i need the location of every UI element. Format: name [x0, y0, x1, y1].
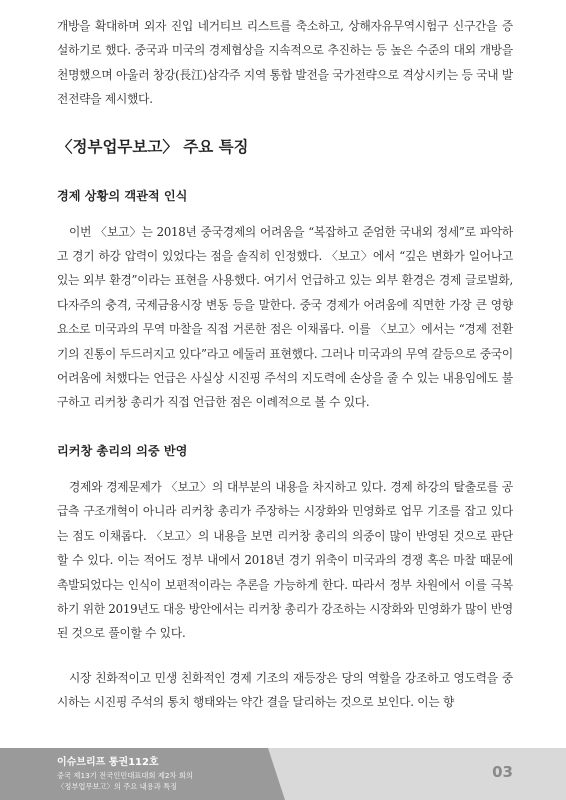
section-heading: 〈정부업무보고〉 주요 특징	[57, 137, 249, 156]
subheading-economy: 경제 상황의 객관적 인식	[57, 188, 188, 203]
likeqiang-paragraph-2: 시장 친화적이고 민생 친화적인 경제 기조의 재등장은 당의 역할을 강조하고 영도력을 중시하는 시진핑 주석의 통치 행태와는 약간 결을 달리하는 것으로 보인다. 이는 향	[57, 670, 513, 710]
footer-title: 이슈브리프 통권112호	[57, 757, 159, 768]
paragraph-gap	[57, 646, 513, 666]
page-footer	[0, 748, 566, 800]
footer-subtitle-2: 〈정부업무보고〉의 주요 내용과 특징	[57, 782, 178, 791]
likeqiang-paragraph-1: 경제와 경제문제가 〈보고〉의 대부분의 내용을 차지하고 있다. 경제 하강의 탈출로를 공급측 구조개혁이 아니라 리커창 총리가 주장하는 시장화와 민영화로 업무 기조를 잡고 있다는 점도 이채롭다. 〈보고〉의 내용을 보면 리커창 총리의 의중이 많이 반영된 것으로 판단할 수 있다. 이는 적어도 정부 내에서 2018년 경기 위축이 미국과의 경쟁 혹은 마찰 때문에 촉발되었다는 인식이 보편적이라는 추론을 가능하게 한다. 따라서 정부 차원에서 이를 극복하기 위한 2019년도 대응 방안에서는 리커창 총리가 강조하는 시장화와 민영화가 많이 반영된 것으로 풀이할 수 있다.	[57, 479, 513, 641]
subheading-likeqiang: 리커창 총리의 의중 반영	[57, 443, 188, 458]
footer-subtitle-1: 중국 제13기 전국인민대표대회 제2차 회의	[57, 771, 193, 780]
intro-paragraph: 개방을 확대하며 외자 진입 네거티브 리스트를 축소하고, 상해자유무역시험구 신구간을 증설하기로 했다. 중국과 미국의 경제협상을 지속적으로 추진하는 등 높은 수준의 대외 개방을 천명했으며 아울러 창강(長江)삼각주 지역 통합 발전을 국가전략으로 격상시키는 등 국내 발전전략을 제시했다.	[57, 19, 513, 107]
document-body	[57, 14, 513, 715]
economy-paragraph: 이번 〈보고〉는 2018년 중국경제의 어려움을 “복잡하고 준엄한 국내외 정세”로 파악하고 경기 하강 압력이 있었다는 점을 솔직히 인정했다. 〈보고〉에서 “깊은 변화가 일어나고 있는 외부 환경”이라는 표현을 사용했다. 여기서 언급하고 있는 외부 환경은 경제 글로벌화, 다자주의 충격, 국제금융시장 변동 등을 말한다. 중국 경제가 어려움에 직면한 가장 큰 영향 요소로 미국과의 무역 마찰을 직접 거론한 점은 이채롭다. 이를 〈보고〉에서는 “경제 전환기의 진통이 두드러지고 있다”라고 에둘러 표현했다. 그러나 미국과의 무역 갈등으로 중국이 어려움에 처했다는 언급은 사실상 시진핑 주석의 지도력에 손상을 줄 수 있는 내용임에도 불구하고 리커창 총리가 직접 언급한 점은 이례적으로 볼 수 있다.	[57, 224, 513, 410]
page-number: 03	[492, 763, 513, 781]
footer-info	[57, 756, 193, 792]
